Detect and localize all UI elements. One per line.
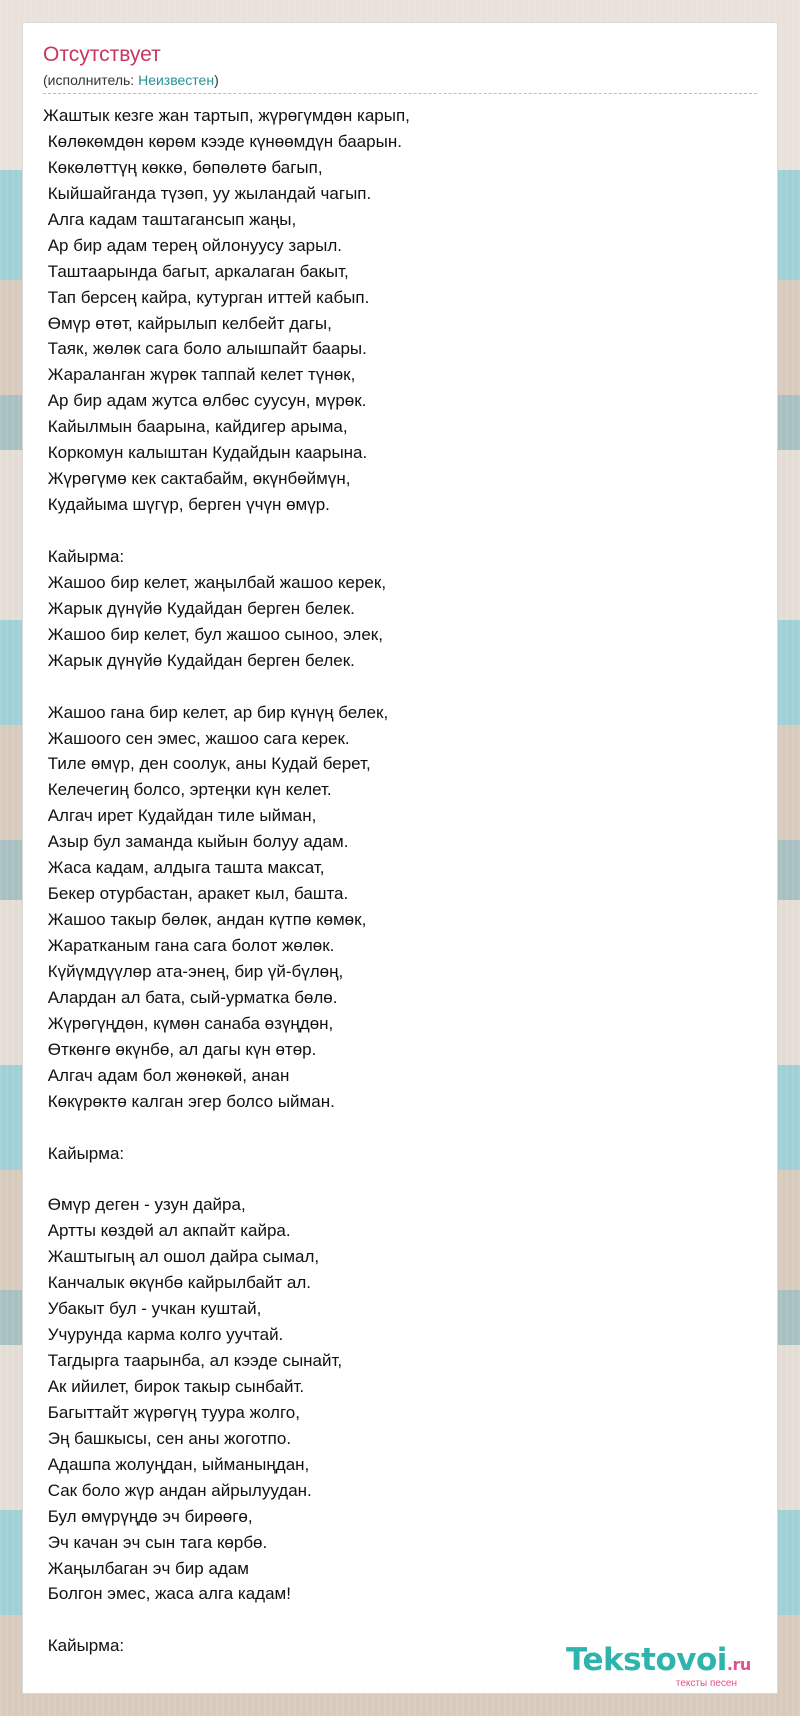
lyric-line: Алга кадам таштагансып жаңы, [43, 209, 297, 229]
lyric-line: Жашоого сен эмес, жашоо сага керек. [43, 728, 350, 748]
artist-suffix: ) [214, 72, 219, 88]
lyric-line: Жаштыгың ал ошол дайра сымал, [43, 1247, 320, 1267]
lyric-line: Алгач адам бол жөнөкөй, анан [43, 1065, 290, 1085]
artist-prefix: (исполнитель: [43, 72, 139, 88]
lyric-line: Күйүмдүүлөр ата-энең, бир үй-бүлөң, [43, 961, 344, 981]
lyric-line: Артты көздөй ал акпайт кайра. [43, 1221, 291, 1241]
lyrics-card [22, 22, 778, 1694]
lyrics-text [43, 103, 763, 1659]
lyric-line: Көкүрөктө калган эгер болсо ыйман. [43, 1091, 335, 1111]
lyric-line: Болгон эмес, жаса алга кадам! [43, 1584, 291, 1604]
lyric-line: Кайырма: [43, 546, 125, 566]
lyric-line: Кайырма: [43, 1636, 125, 1656]
lyric-line: Азыр бул заманда кыйын болуу адам. [43, 832, 349, 852]
lyric-line: Кайылмын баарына, кайдигер арыма, [43, 417, 348, 437]
lyric-line: Жаратканым гана сага болот жөлөк. [43, 936, 335, 955]
artist-line [43, 72, 219, 88]
logo-brand: Tekstovoi [566, 1642, 727, 1678]
lyric-line: Канчалык өкүнбө кайрылбайт ал. [43, 1273, 312, 1293]
lyric-line: Жарык дүнүйө Кудайдан берген белек. [43, 650, 355, 670]
lyric-line: Багыттайт жүрөгүң туура жолго, [43, 1402, 300, 1422]
lyric-blank-line [43, 1115, 763, 1141]
lyric-line: Келечегиң болсо, эртеңки күн келет. [43, 780, 332, 800]
lyric-line: Жарык дүнүйө Кудайдан берген белек. [43, 598, 355, 618]
lyric-line: Жүрөгүмө кек сактабайм, өкүнбөймүн, [43, 469, 351, 489]
lyric-blank-line [43, 1166, 763, 1192]
lyric-line: Адашпа жолуңдан, ыйманыңдан, [43, 1454, 310, 1474]
lyric-line: Өмүр деген - узун дайра, [43, 1195, 246, 1215]
lyric-blank-line [43, 1607, 763, 1633]
lyric-line: Жаса кадам, алдыга ташта максат, [43, 858, 325, 878]
lyric-line: Өмүр өтөт, кайрылып келбейт дагы, [43, 313, 332, 333]
lyric-blank-line [43, 674, 763, 700]
lyric-line: Тап берсең кайра, кутурган иттей кабып. [43, 287, 370, 307]
lyric-line: Жашоо такыр бөлөк, андан күтпө көмөк, [43, 910, 367, 930]
lyric-line: Кыйшайганда түзөп, уу жыландай чагып. [43, 183, 372, 203]
lyric-line: Жаштык кезге жан тартып, жүрөгүмдөн карып, [43, 106, 410, 125]
lyric-line: Учурунда карма колго уучтай. [43, 1325, 284, 1345]
lyric-line: Бекер отурбастан, аракет кыл, башта. [43, 884, 349, 904]
lyric-line: Ар бир адам жутса өлбөс суусун, мүрөк. [43, 391, 367, 411]
lyric-line: Тиле өмүр, ден соолук, аны Кудай берет, [43, 754, 371, 774]
lyric-line: Таяк, жөлөк сага боло алышпайт баары. [43, 339, 367, 359]
title-divider [43, 93, 757, 94]
lyric-line: Жашоо бир келет, бул жашоо сыноо, элек, [43, 624, 383, 644]
lyric-line: Көлөкөмдөн көрөм кээде күнөөмдүн баарын. [43, 131, 402, 151]
lyric-line: Жүрөгүңдөн, күмөн санаба өзүңдөн, [43, 1013, 334, 1033]
lyric-line: Алардан ал бата, сый-урматка бөлө. [43, 987, 338, 1007]
lyric-line: Алгач ирет Кудайдан тиле ыйман, [43, 806, 317, 826]
lyric-line: Ак ийилет, бирок такыр сынбайт. [43, 1376, 305, 1396]
artist-link[interactable]: Неизвестен [138, 72, 215, 88]
lyric-line: Көкөлөттүң көккө, бөпөлөтө багып, [43, 157, 323, 177]
lyric-line: Эң башкысы, сен аны жоготпо. [43, 1428, 292, 1448]
logo-wordmark [566, 1643, 771, 1682]
site-logo[interactable] [566, 1643, 771, 1689]
lyric-blank-line [43, 518, 763, 544]
lyric-line: Жараланган жүрөк таппай келет түнөк, [43, 365, 356, 385]
logo-tagline: тексты песен [675, 1678, 737, 1689]
lyric-line: Кудайыма шүгүр, берген үчүн өмүр. [43, 495, 330, 515]
lyric-line: Убакыт бул - учкан куштай, [43, 1299, 262, 1319]
logo-tld: .ru [726, 1655, 751, 1674]
lyric-line: Жашоо гана бир келет, ар бир күнүң белек, [43, 702, 389, 722]
lyric-line: Сак боло жүр андан айрылуудан. [43, 1480, 312, 1500]
lyric-line: Жаңылбаган эч бир адам [43, 1558, 249, 1578]
lyric-line: Өткөнгө өкүнбө, ал дагы күн өтөр. [43, 1039, 317, 1059]
lyric-line: Таштаарында багыт, аркалаган бакыт, [43, 261, 349, 281]
lyric-line: Ар бир адам терең ойлонуусу зарыл. [43, 235, 342, 255]
lyric-line: Жашоо бир келет, жаңылбай жашоо керек, [43, 572, 387, 592]
lyric-line: Бул өмүрүңдө эч бирөөгө, [43, 1506, 253, 1526]
lyric-line: Эч качан эч сын тага көрбө. [43, 1532, 268, 1552]
lyric-line: Кайырма: [43, 1143, 125, 1163]
lyric-line: Тагдырга таарынба, ал кээде сынайт, [43, 1351, 343, 1370]
song-title: Отсутствует [43, 43, 161, 66]
lyric-line: Коркомун калыштан Кудайдын каарына. [43, 443, 368, 463]
